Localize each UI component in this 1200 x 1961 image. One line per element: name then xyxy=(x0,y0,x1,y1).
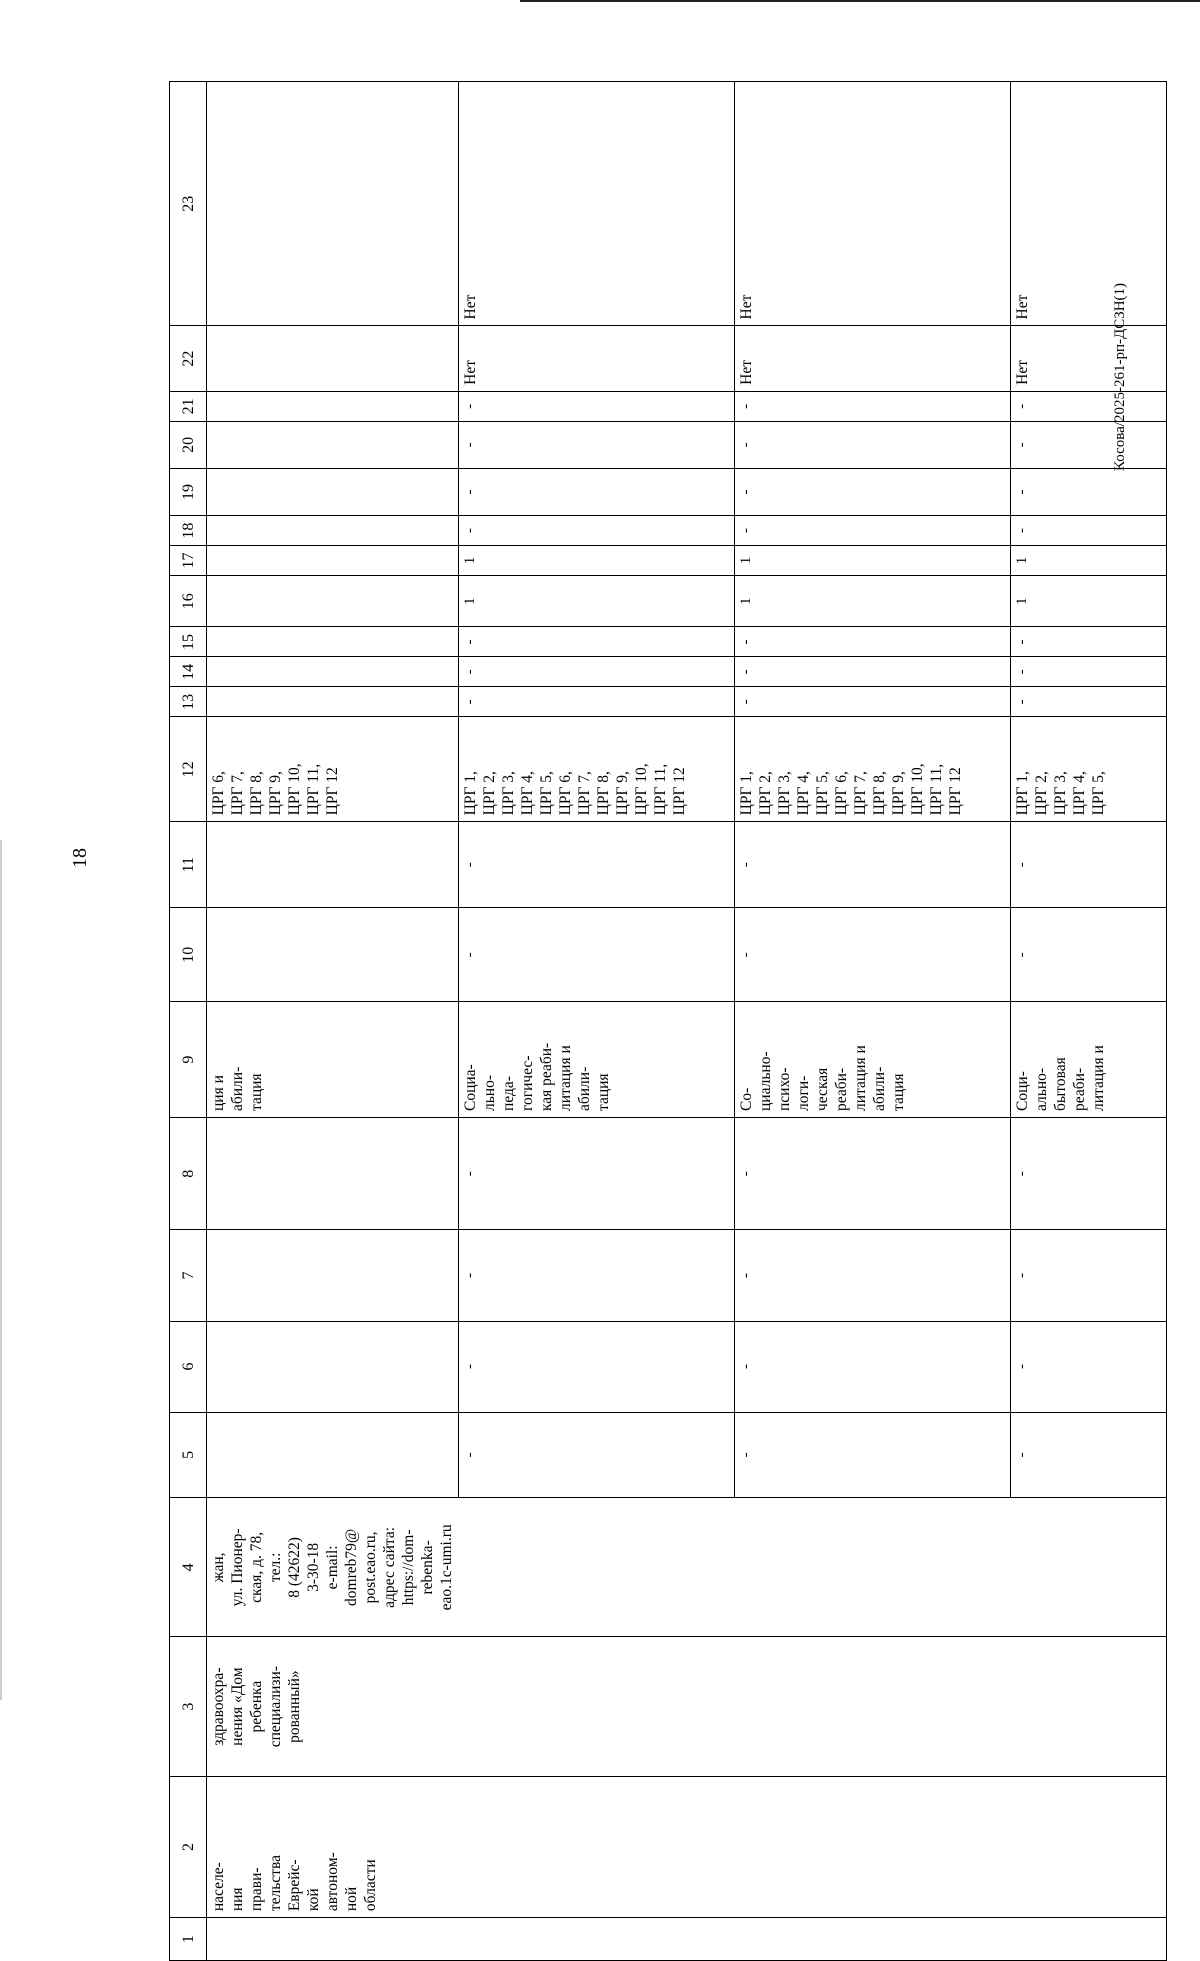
cell-col-14 xyxy=(207,657,459,687)
cell-col-18 xyxy=(207,516,459,546)
row-number-cell xyxy=(207,1918,459,1961)
cell-col-20 xyxy=(1010,421,1166,468)
dash-mark: - xyxy=(737,489,754,495)
cell-col-17 xyxy=(734,546,1010,576)
dash-mark: - xyxy=(461,1364,478,1370)
org-name-cell: здравоохра- нения «Дом ребенка специализи- рованный» xyxy=(207,1637,459,1776)
cell-col-19 xyxy=(458,468,734,515)
dash-mark: - xyxy=(461,699,478,705)
column-header-3: 3 xyxy=(170,1637,207,1776)
dash-mark: - xyxy=(737,952,754,958)
cell-col-11 xyxy=(458,822,734,908)
cell-col-23 xyxy=(207,82,459,326)
org-department-cell xyxy=(1010,1776,1166,1917)
cell-col-11 xyxy=(734,822,1010,908)
dash-mark: - xyxy=(461,669,478,675)
dash-mark: - xyxy=(1013,862,1030,868)
cell-col-6 xyxy=(207,1321,459,1412)
cell-col-21 xyxy=(1010,391,1166,421)
cell-col-15 xyxy=(734,627,1010,657)
dash-mark: - xyxy=(1013,489,1030,495)
dash-mark: - xyxy=(1013,528,1030,534)
cell-col-20 xyxy=(458,421,734,468)
count-value: 1 xyxy=(737,597,754,605)
cell-col-12: ЦРГ 6, ЦРГ 7, ЦРГ 8, ЦРГ 9, ЦРГ 10, ЦРГ 11, ЦРГ 12 xyxy=(207,717,459,822)
count-value: 1 xyxy=(1013,597,1030,605)
dash-mark: - xyxy=(737,669,754,675)
cell-col-13 xyxy=(1010,687,1166,717)
dash-mark: - xyxy=(461,528,478,534)
cell-col-8 xyxy=(734,1118,1010,1230)
cell-col-22 xyxy=(207,326,459,391)
dash-mark: - xyxy=(461,1452,478,1458)
table-row xyxy=(458,82,734,1961)
dash-mark: - xyxy=(1013,442,1030,448)
cell-col-11 xyxy=(207,822,459,908)
cell-col-6 xyxy=(734,1321,1010,1412)
row-number-cell xyxy=(458,1918,734,1961)
count-value: 1 xyxy=(461,556,478,565)
dash-mark: - xyxy=(1013,1171,1030,1177)
cell-col-16 xyxy=(207,576,459,627)
dash-mark: - xyxy=(737,639,754,645)
count-value: 1 xyxy=(1013,556,1030,565)
cell-col-19 xyxy=(1010,468,1166,515)
org-department-cell xyxy=(734,1776,1010,1917)
org-address-cell xyxy=(1010,1498,1166,1637)
dash-mark: - xyxy=(1013,1273,1030,1278)
cell-col-14 xyxy=(1010,657,1166,687)
cell-col-15 xyxy=(458,627,734,657)
cell-col-7 xyxy=(458,1230,734,1321)
dash-mark: - xyxy=(1013,1452,1030,1458)
column-header-18: 18 xyxy=(170,516,207,546)
dash-mark: - xyxy=(461,489,478,495)
column-header-23: 23 xyxy=(170,82,207,326)
header-row xyxy=(170,82,207,1961)
dash-mark: - xyxy=(1013,952,1030,958)
column-header-8: 8 xyxy=(170,1118,207,1230)
column-header-11: 11 xyxy=(170,822,207,908)
dash-mark: - xyxy=(461,639,478,645)
dash-mark: - xyxy=(461,403,478,409)
cell-col-10 xyxy=(458,908,734,1002)
row-number-cell xyxy=(734,1918,1010,1961)
dash-mark: - xyxy=(461,1273,478,1278)
cell-col-20 xyxy=(734,421,1010,468)
count-value: 1 xyxy=(737,556,754,565)
cell-col-7 xyxy=(734,1230,1010,1321)
dash-mark: - xyxy=(461,952,478,958)
cell-col-14 xyxy=(458,657,734,687)
dash-mark: - xyxy=(461,862,478,868)
column-header-17: 17 xyxy=(170,546,207,576)
cell-col-18 xyxy=(734,516,1010,546)
cell-col-19 xyxy=(734,468,1010,515)
cell-col-15 xyxy=(1010,627,1166,657)
cell-col-19 xyxy=(207,468,459,515)
cell-col-23: Нет xyxy=(458,82,734,326)
cell-col-22: Нет xyxy=(734,326,1010,391)
cell-col-7 xyxy=(207,1230,459,1321)
cell-col-11 xyxy=(1010,822,1166,908)
row-number-cell xyxy=(1010,1918,1166,1961)
cell-col-9: Социа- льно- педа- гогичес- кая реаби- литация и абили- тация xyxy=(458,1002,734,1118)
column-header-5: 5 xyxy=(170,1412,207,1498)
cell-col-23: Нет xyxy=(1010,82,1166,326)
column-header-7: 7 xyxy=(170,1230,207,1321)
cell-col-15 xyxy=(207,627,459,657)
cell-col-5 xyxy=(734,1412,1010,1498)
dash-mark: - xyxy=(737,1273,754,1278)
dash-mark: - xyxy=(737,528,754,534)
cell-col-10 xyxy=(734,908,1010,1002)
page-number: 18 xyxy=(69,848,91,868)
cell-col-21 xyxy=(458,391,734,421)
dash-mark: - xyxy=(737,1171,754,1177)
dash-mark: - xyxy=(737,1452,754,1458)
cell-col-16 xyxy=(1010,576,1166,627)
cell-col-6 xyxy=(458,1321,734,1412)
cell-col-7 xyxy=(1010,1230,1166,1321)
document-code: Косова/2025-261-рп-ДСЗН(1) xyxy=(1112,282,1128,472)
cell-col-8 xyxy=(207,1118,459,1230)
dash-mark: - xyxy=(737,442,754,448)
cell-col-5 xyxy=(1010,1412,1166,1498)
cell-col-6 xyxy=(1010,1321,1166,1412)
cell-col-21 xyxy=(734,391,1010,421)
org-department-cell xyxy=(458,1776,734,1917)
cell-col-12: ЦРГ 1, ЦРГ 2, ЦРГ 3, ЦРГ 4, ЦРГ 5, ЦРГ 6, ЦРГ 7, ЦРГ 8, ЦРГ 9, ЦРГ 10, ЦРГ 11, ЦРГ 12 xyxy=(458,717,734,822)
cell-col-13 xyxy=(734,687,1010,717)
cell-col-21 xyxy=(207,391,459,421)
cell-col-22: Нет xyxy=(1010,326,1166,391)
cell-col-14 xyxy=(734,657,1010,687)
column-header-19: 19 xyxy=(170,468,207,515)
cell-col-12: ЦРГ 1, ЦРГ 2, ЦРГ 3, ЦРГ 4, ЦРГ 5, xyxy=(1010,717,1166,822)
cell-col-8 xyxy=(1010,1118,1166,1230)
cell-col-12: ЦРГ 1, ЦРГ 2, ЦРГ 3, ЦРГ 4, ЦРГ 5, ЦРГ 6, ЦРГ 7, ЦРГ 8, ЦРГ 9, ЦРГ 10, ЦРГ 11, ЦРГ 12 xyxy=(734,717,1010,822)
org-name-cell xyxy=(1010,1637,1166,1776)
column-header-12: 12 xyxy=(170,717,207,822)
scan-edge-top xyxy=(520,0,1200,2)
dash-mark: - xyxy=(1013,699,1030,705)
cell-col-17 xyxy=(207,546,459,576)
dash-mark: - xyxy=(461,1171,478,1177)
cell-col-9: Соци- ально- бытовая реаби- литация и xyxy=(1010,1002,1166,1118)
column-header-4: 4 xyxy=(170,1498,207,1637)
column-header-14: 14 xyxy=(170,657,207,687)
count-value: 1 xyxy=(461,597,478,605)
org-address-cell xyxy=(458,1498,734,1637)
column-header-16: 16 xyxy=(170,576,207,627)
dash-mark: - xyxy=(737,403,754,409)
column-header-13: 13 xyxy=(170,687,207,717)
column-header-9: 9 xyxy=(170,1002,207,1118)
dash-mark: - xyxy=(1013,669,1030,675)
cell-col-22: Нет xyxy=(458,326,734,391)
cell-col-13 xyxy=(458,687,734,717)
column-header-21: 21 xyxy=(170,391,207,421)
column-header-10: 10 xyxy=(170,908,207,1002)
cell-col-23: Нет xyxy=(734,82,1010,326)
cell-col-13 xyxy=(207,687,459,717)
cell-col-17 xyxy=(458,546,734,576)
cell-col-10 xyxy=(1010,908,1166,1002)
dash-mark: - xyxy=(737,699,754,705)
dash-mark: - xyxy=(1013,1364,1030,1370)
cell-col-18 xyxy=(458,516,734,546)
cell-col-9: Со- циально- психо- логи- ческая реаби- литация и абили- тация xyxy=(734,1002,1010,1118)
column-header-1: 1 xyxy=(170,1918,207,1961)
org-address-cell xyxy=(734,1498,1010,1637)
org-name-cell xyxy=(458,1637,734,1776)
org-department-cell: населе- ния прави- тельства Еврейс- кой автоном- ной области xyxy=(207,1776,459,1917)
column-header-20: 20 xyxy=(170,421,207,468)
dash-mark: - xyxy=(1013,639,1030,645)
table-row xyxy=(1010,82,1166,1961)
dash-mark: - xyxy=(461,442,478,448)
cell-col-16 xyxy=(458,576,734,627)
services-table xyxy=(169,81,1107,1961)
column-header-6: 6 xyxy=(170,1321,207,1412)
dash-mark: - xyxy=(737,862,754,868)
cell-col-17 xyxy=(1010,546,1166,576)
table-row xyxy=(734,82,1010,1961)
cell-col-5 xyxy=(458,1412,734,1498)
cell-col-8 xyxy=(458,1118,734,1230)
column-header-15: 15 xyxy=(170,627,207,657)
cell-col-16 xyxy=(734,576,1010,627)
column-header-2: 2 xyxy=(170,1776,207,1917)
table-row xyxy=(207,82,459,1961)
cell-col-9: ция и абили- тация xyxy=(207,1002,459,1118)
dash-mark: - xyxy=(1013,403,1030,409)
dash-mark: - xyxy=(737,1364,754,1370)
scan-edge-left xyxy=(0,840,2,1700)
cell-col-10 xyxy=(207,908,459,1002)
cell-col-18 xyxy=(1010,516,1166,546)
column-header-22: 22 xyxy=(170,326,207,391)
cell-col-20 xyxy=(207,421,459,468)
org-address-cell: жан, ул. Пионер- ская, д. 78, тел.: 8 (42622) 3-30-18 e-mail: domreb79@ post.eao.ru, адрес сайта: https://dom- rebenka- eao.1c-umi.ru xyxy=(207,1498,459,1637)
cell-col-5 xyxy=(207,1412,459,1498)
org-name-cell xyxy=(734,1637,1010,1776)
